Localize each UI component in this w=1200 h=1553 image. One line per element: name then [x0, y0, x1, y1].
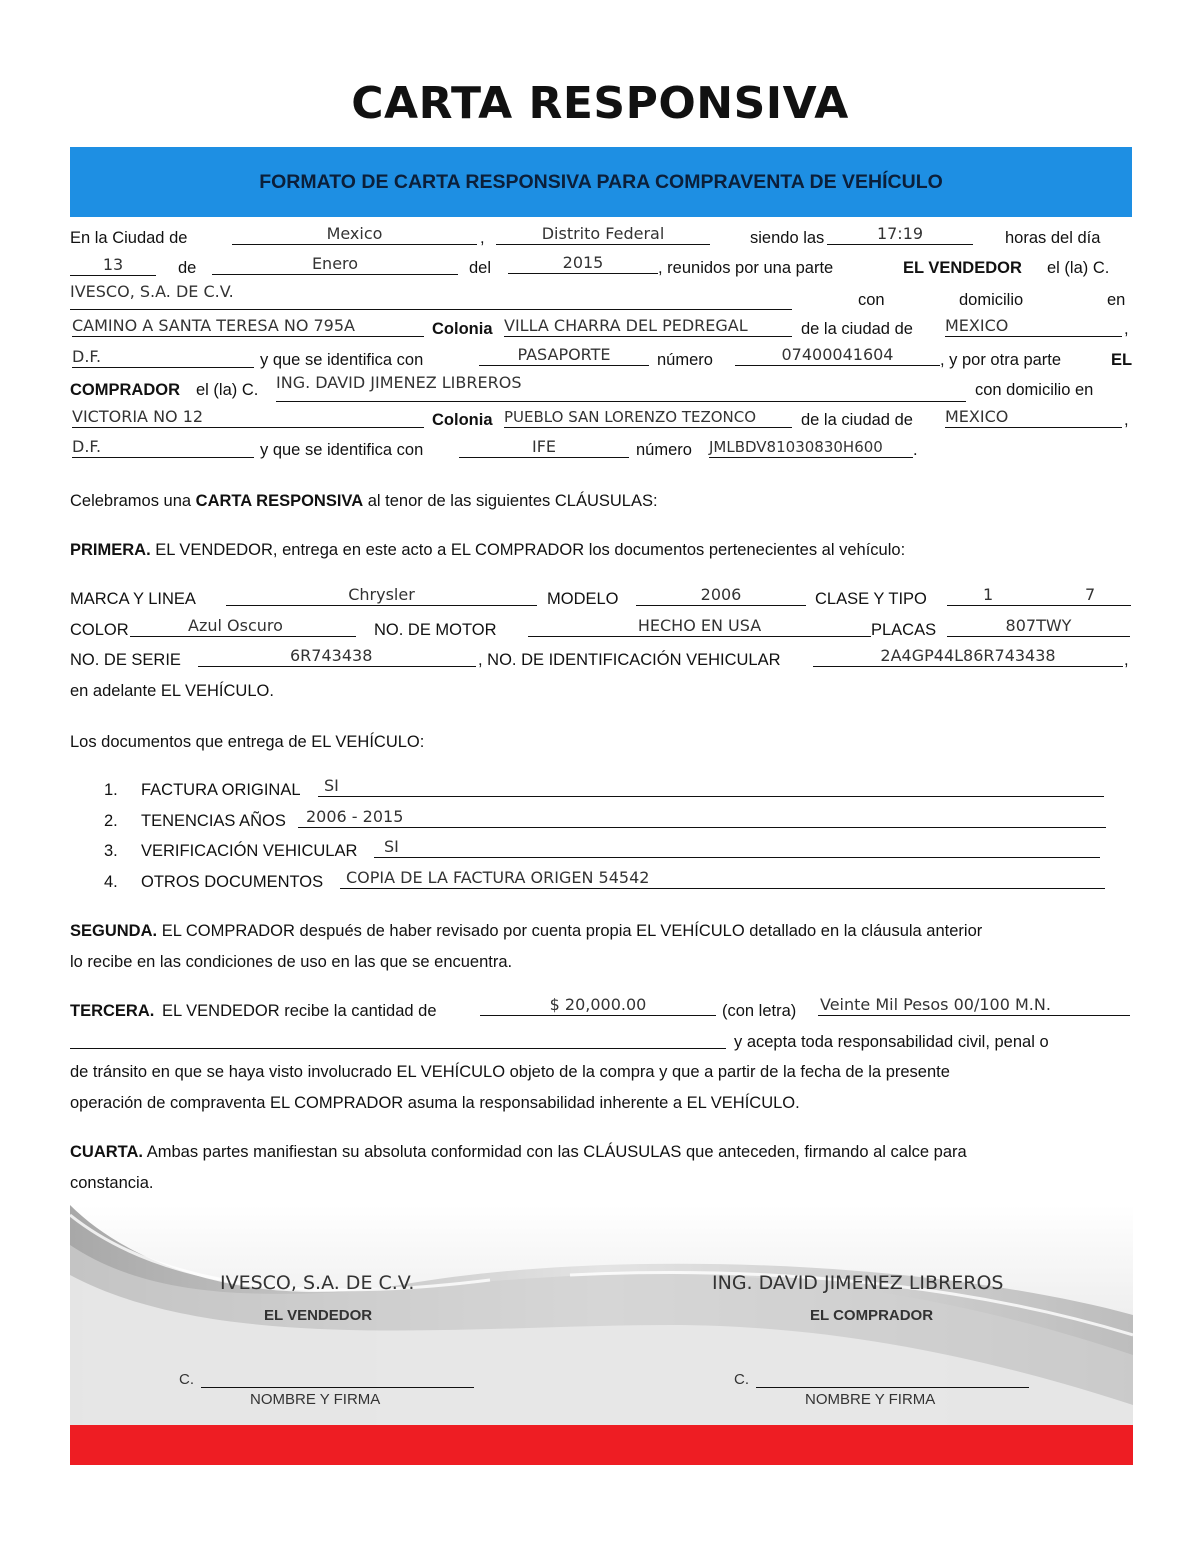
tercera-line-4: operación de compraventa EL COMPRADOR asuma la responsabilidad inherente a EL VEHÍCULO.	[70, 1094, 800, 1112]
intro-line-7	[70, 407, 1132, 433]
text-y-que-identifica: y que se identifica con	[260, 351, 424, 369]
text-de-la-ciudad-2: de la ciudad de	[801, 411, 913, 429]
segunda-line-2: lo recibe en las condiciones de uso en las que se encuentra.	[70, 953, 513, 971]
cuarta-text-1: Ambas partes manifiestan su absoluta conformidad con las CLÁUSULAS que anteceden, firmando al calce para	[146, 1143, 967, 1161]
text-siendo-las: siendo las	[750, 229, 825, 247]
documento-value: SI	[324, 776, 339, 795]
text-de: de	[178, 259, 197, 277]
celebramos-line	[70, 492, 1132, 511]
field-cantidad[interactable]: $ 20,000.00	[480, 996, 716, 1016]
text-del: del	[469, 259, 492, 277]
vendedor-signature-name: IVESCO, S.A. DE C.V.	[220, 1272, 415, 1294]
text-colonia: Colonia	[432, 320, 493, 338]
text-en: en	[1107, 291, 1126, 309]
field-comprador-domicilio[interactable]: VICTORIA NO 12	[72, 408, 424, 428]
documento-item-3	[70, 837, 1132, 864]
tercera-line-2	[70, 1033, 1132, 1055]
signature-area-background	[70, 1205, 1133, 1437]
form-subtitle-banner	[70, 147, 1132, 217]
text-clase-label: CLASE Y TIPO	[815, 590, 927, 608]
tercera-text-1: EL VENDEDOR recibe la cantidad de	[162, 1002, 437, 1020]
celebramos-a: Celebramos una	[70, 492, 192, 510]
field-verificacion[interactable]	[374, 838, 1100, 858]
text-period: .	[913, 441, 918, 459]
field-comprador-estado[interactable]: D.F.	[72, 438, 254, 458]
field-clase: 1	[983, 585, 994, 604]
text-colonia-2: Colonia	[432, 411, 493, 429]
text-el-vendedor: EL VENDEDOR	[903, 259, 1022, 277]
document-title: CARTA RESPONSIVA	[351, 78, 849, 129]
field-motor[interactable]: HECHO EN USA	[528, 617, 871, 637]
cuarta-line-1	[70, 1143, 1132, 1162]
comprador-c-label: C.	[734, 1371, 749, 1388]
vendedor-nombre-firma: NOMBRE Y FIRMA	[250, 1391, 381, 1408]
text-el: EL	[1111, 351, 1133, 369]
documento-label: VERIFICACIÓN VEHICULAR	[141, 842, 358, 860]
comprador-signature-name: ING. DAVID JIMENEZ LIBREROS	[712, 1272, 1004, 1294]
field-vendedor-domicilio[interactable]: CAMINO A SANTA TERESA NO 795A	[72, 317, 424, 337]
field-color-value: Azul Oscuro	[188, 616, 283, 635]
primera-label: PRIMERA.	[70, 541, 151, 559]
text-comprador: COMPRADOR	[70, 381, 180, 399]
cuarta-label: CUARTA.	[70, 1143, 144, 1161]
primera-line	[70, 541, 1132, 560]
text-numero-2: número	[636, 441, 692, 459]
tercera-label: TERCERA.	[70, 1002, 155, 1020]
field-comprador-ciudad[interactable]: MEXICO	[945, 408, 1122, 428]
field-estado[interactable]: Distrito Federal	[496, 225, 710, 245]
field-letra-continuacion[interactable]	[70, 1029, 726, 1049]
text-horas-del-dia: horas del día	[1005, 229, 1101, 247]
text-modelo-label: MODELO	[547, 590, 619, 608]
text-con: con	[858, 291, 885, 309]
text-comma-2: ,	[1124, 320, 1129, 338]
documento-number: 3.	[104, 842, 118, 860]
vendedor-c-label: C.	[179, 1371, 194, 1388]
documentos-heading: Los documentos que entrega de EL VEHÍCULO:	[70, 733, 425, 751]
field-letra-value: Veinte Mil Pesos 00/100 M.N.	[820, 995, 1051, 1014]
text-serie-label: NO. DE SERIE	[70, 651, 181, 669]
text-motor-label: NO. DE MOTOR	[374, 621, 497, 639]
text-de-la-ciudad: de la ciudad de	[801, 320, 913, 338]
vehiculo-line-3	[70, 646, 1132, 673]
documento-value: SI	[384, 837, 399, 856]
intro-line-1	[70, 224, 1132, 251]
documento-item-4	[70, 868, 1132, 895]
documento-label: FACTURA ORIGINAL	[141, 781, 301, 799]
text-el-la-c: el (la) C.	[1047, 259, 1110, 277]
field-serie-value: 6R743438	[290, 646, 373, 665]
text-en-adelante: en adelante EL VEHÍCULO.	[70, 682, 274, 700]
field-vendedor-nombre[interactable]: IVESCO, S.A. DE C.V.	[70, 283, 792, 310]
documento-label: TENENCIAS AÑOS	[141, 812, 286, 830]
documento-item-2	[70, 807, 1132, 834]
segunda-label: SEGUNDA.	[70, 922, 158, 940]
field-dia[interactable]: 13	[70, 256, 156, 276]
text-comma: ,	[480, 229, 485, 247]
decorative-swoosh	[70, 1205, 1133, 1437]
comprador-nombre-firma: NOMBRE Y FIRMA	[805, 1391, 936, 1408]
segunda-line-1	[70, 922, 1132, 941]
field-comprador-num[interactable]: JMLBDV81030830H600	[709, 438, 913, 458]
documento-number: 1.	[104, 781, 118, 799]
text-color-label: COLOR	[70, 621, 129, 639]
text-reunidos: , reunidos por una parte	[658, 259, 834, 277]
documento-value: COPIA DE LA FACTURA ORIGEN 54542	[346, 868, 650, 887]
field-tenencias[interactable]	[298, 808, 1106, 828]
text-placas-label: PLACAS	[871, 621, 937, 639]
documento-value: 2006 - 2015	[306, 807, 404, 826]
segunda-text-1: EL COMPRADOR después de haber revisado por cuenta propia EL VEHÍCULO detallado en la cláusula anterior	[161, 922, 983, 940]
text-niv-label: , NO. DE IDENTIFICACIÓN VEHICULAR	[478, 651, 781, 669]
text-y-por-otra: , y por otra parte	[940, 351, 1062, 369]
field-ciudad[interactable]: Mexico	[232, 225, 477, 245]
field-niv[interactable]: 2A4GP44L86R743438	[813, 647, 1123, 667]
field-tipo: 7	[1085, 585, 1096, 604]
field-factura-original[interactable]	[318, 777, 1104, 797]
celebramos-b: CARTA RESPONSIVA	[195, 492, 364, 510]
field-placas[interactable]: 807TWY	[947, 617, 1130, 637]
field-vendedor-id[interactable]: PASAPORTE	[479, 346, 649, 366]
field-marca[interactable]: Chrysler	[226, 586, 537, 606]
intro-line-6	[70, 373, 1132, 403]
documento-item-1	[70, 776, 1132, 803]
field-vendedor-colonia[interactable]: VILLA CHARRA DEL PEDREGAL	[504, 317, 792, 337]
tercera-con-letra: (con letra)	[722, 1002, 797, 1020]
tercera-line-3: de tránsito en que se haya visto involucrado EL VEHÍCULO objeto de la compra y que a partir de la fecha de la presente	[70, 1063, 950, 1081]
vendedor-signature-label: EL VENDEDOR	[264, 1307, 373, 1324]
field-vendedor-ciudad[interactable]: MEXICO	[945, 317, 1122, 337]
text-en-la-ciudad: En la Ciudad de	[70, 229, 188, 247]
field-comprador-id[interactable]: IFE	[459, 438, 629, 458]
field-vendedor-estado[interactable]: D.F.	[72, 348, 254, 368]
field-clase-tipo[interactable]	[947, 586, 1131, 606]
text-domicilio: domicilio	[959, 291, 1024, 309]
intro-line-4	[70, 316, 1132, 342]
intro-line-2	[70, 253, 1132, 281]
text-comma-4: ,	[1124, 651, 1129, 669]
text-comma-3: ,	[1124, 411, 1129, 429]
text-el-la-c-2: el (la) C.	[196, 381, 259, 399]
vehiculo-line-1	[70, 585, 1132, 612]
text-y-que-identifica-2: y que se identifica con	[260, 441, 424, 459]
footer-red-bar	[70, 1425, 1133, 1465]
text-numero: número	[657, 351, 713, 369]
comprador-signature-line[interactable]	[756, 1385, 1029, 1388]
field-letra[interactable]	[818, 996, 1130, 1016]
text-con-domicilio-en: con domicilio en	[975, 381, 1094, 399]
field-modelo[interactable]: 2006	[636, 586, 806, 606]
field-color[interactable]	[130, 617, 356, 637]
field-otros-documentos[interactable]	[340, 869, 1105, 889]
comprador-signature-label: EL COMPRADOR	[810, 1307, 934, 1324]
primera-text: EL VENDEDOR, entrega en este acto a EL COMPRADOR los documentos pertenecientes al vehículo:	[155, 541, 906, 559]
field-serie[interactable]	[198, 647, 476, 667]
vendedor-signature-line[interactable]	[201, 1385, 474, 1388]
vehiculo-line-4	[70, 682, 1132, 701]
field-comprador-colonia[interactable]: PUEBLO SAN LORENZO TEZONCO	[504, 408, 792, 428]
documento-number: 4.	[104, 873, 118, 891]
field-anio[interactable]: 2015	[508, 254, 658, 274]
intro-line-3	[70, 282, 1132, 311]
tercera-line-1	[70, 995, 1132, 1024]
field-hora[interactable]: 17:19	[827, 225, 973, 245]
field-vendedor-num[interactable]: 07400041604	[735, 346, 940, 366]
text-marca-label: MARCA Y LINEA	[70, 590, 196, 608]
documento-number: 2.	[104, 812, 118, 830]
intro-line-8	[70, 437, 1132, 463]
field-mes[interactable]: Enero	[212, 255, 458, 275]
vehiculo-line-2	[70, 616, 1132, 643]
tercera-text-2: y acepta toda responsabilidad civil, penal o	[734, 1033, 1049, 1051]
field-comprador-nombre[interactable]: ING. DAVID JIMENEZ LIBREROS	[276, 374, 966, 402]
celebramos-c: al tenor de las siguientes CLÁUSULAS:	[367, 492, 658, 510]
intro-line-5	[70, 345, 1133, 373]
form-subtitle: FORMATO DE CARTA RESPONSIVA PARA COMPRAVENTA DE VEHÍCULO	[259, 170, 943, 193]
documento-label: OTROS DOCUMENTOS	[141, 873, 324, 891]
cuarta-line-2: constancia.	[70, 1174, 154, 1192]
